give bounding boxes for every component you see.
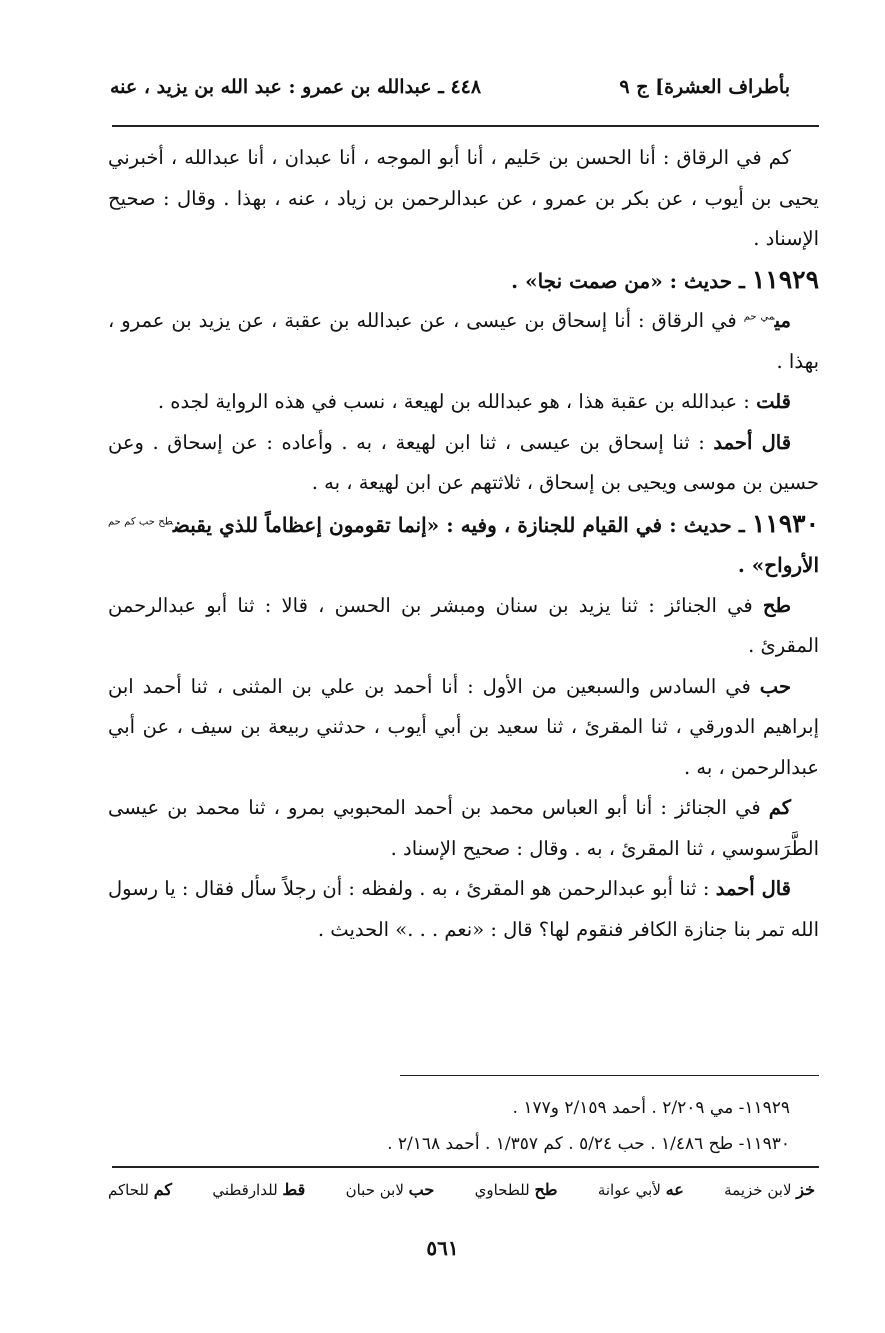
source-siglum: مي	[774, 309, 791, 332]
footnote: ١١٩٢٩- مي ٢/٢٠٩ . أحمد ٢/١٥٩ و١٧٧ .	[512, 1098, 790, 1118]
abbreviation-code: قط	[282, 1180, 306, 1199]
source-superscript: مي حم	[743, 311, 775, 323]
abbreviations-key	[108, 1180, 815, 1199]
source-siglum: حب	[759, 674, 791, 698]
abbreviation-name: لابن حبان	[345, 1181, 404, 1199]
paragraph-5	[108, 586, 819, 667]
abbreviation-name: لابن خزيمة	[724, 1181, 792, 1199]
running-head	[110, 76, 790, 98]
paragraph-6	[108, 667, 819, 789]
abbreviation-code: عه	[665, 1180, 684, 1199]
lead-word: قال أحمد	[715, 877, 791, 900]
hadith-number: ١١٩٢٩	[751, 264, 819, 294]
paragraph-text: : ثنا إسحاق بن عيسى ، ثنا ابن لهيعة ، به . وأعاده : عن إسحاق . وعن حسين بن موسى ويحيى بن إسحاق ، ثلاثتهم عن ابن لهيعة ، به .	[108, 430, 819, 494]
main-text	[108, 138, 819, 950]
footnote-rule	[400, 1075, 819, 1076]
header-rule	[112, 125, 819, 127]
paragraph-text: في الرقاق : أنا إسحاق بن عيسى ، عن عبدالله بن عقبة ، عن يزيد بن عمرو ، بهذا .	[108, 309, 819, 373]
paragraph-8	[108, 869, 819, 950]
abbreviation-name: للدارقطني	[212, 1181, 278, 1199]
abbreviation-item	[724, 1180, 815, 1199]
abbreviation-name: لأبي عوانة	[597, 1181, 661, 1199]
paragraph-7	[108, 788, 819, 869]
book-title: بأطراف العشرة] ج ٩	[619, 76, 790, 98]
paragraph-text: في الجنائز : أنا أبو العباس محمد بن أحمد المحبوبي بمرو ، ثنا محمد بن عيسى الطَّرَسوسي ، ثنا المقرئ ، به . وقال : صحيح الإسناد .	[108, 796, 819, 860]
hadith-text: ـ حديث : في القيام للجنازة ، وفيه : «إنما تقومون إعظاماً للذي يقبض	[172, 512, 752, 537]
hadith-text: ـ حديث : «من صمت نجا» .	[511, 268, 752, 293]
abbreviation-item	[475, 1180, 558, 1199]
paragraph-1: كم في الرقاق : أنا الحسن بن حَليم ، أنا أبو الموجه ، أنا عبدان ، أنا عبدالله ، أخبرني يحيى بن أيوب ، عن بكر بن عمرو ، عن عبدالرحمن بن زياد ، عنه ، بهذا . وقال : صحيح الإسناد .	[108, 146, 819, 250]
paragraph-4	[108, 423, 819, 504]
abbreviation-item	[598, 1180, 684, 1199]
abbreviation-code: طح	[534, 1180, 558, 1199]
footnote: ١١٩٣٠- طح ١/٤٨٦ . حب ٥/٢٤ . كم ١/٣٥٧ . أحمد ٢/١٦٨ .	[387, 1134, 790, 1154]
source-siglum: طح	[762, 593, 791, 617]
hadith-text-tail: الأرواح» .	[737, 553, 819, 577]
abbreviation-name: للطحاوي	[474, 1181, 530, 1199]
abbreviation-item	[346, 1180, 435, 1199]
abbreviation-item	[212, 1180, 305, 1199]
abbreviation-code: خز	[796, 1180, 815, 1199]
paragraph-text: : عبدالله بن عقبة هذا ، هو عبدالله بن لهيعة ، نسب في هذه الرواية لجده .	[157, 390, 757, 413]
hadith-number: ١١٩٣٠	[751, 508, 819, 538]
abbreviation-code: كم	[153, 1180, 172, 1199]
abbreviation-name: للحاكم	[108, 1181, 149, 1199]
hadith-11929-heading	[108, 260, 819, 302]
paragraph-2	[108, 301, 819, 382]
lead-word: قلت	[756, 390, 791, 413]
footnotes	[200, 1090, 790, 1162]
abbreviation-code: حب	[408, 1180, 435, 1199]
paragraph-text: : ثنا أبو عبدالرحمن هو المقرئ ، به . ولفظه : أن رجلاً سأل فقال : يا رسول الله تمر بنا جنازة الكافر فنقوم لها؟ قال : «نعم . . .» الحديث .	[108, 877, 819, 941]
hadith-11930-heading	[108, 504, 819, 586]
running-title: ٤٤٨ ـ عبدالله بن عمرو : عبد الله بن يزيد ، عنه	[110, 76, 482, 98]
paragraph-text: في الجنائز : ثنا يزيد بن سنان ومبشر بن الحسن ، قالا : ثنا أبو عبدالرحمن المقرئ .	[108, 593, 819, 657]
abbreviation-item	[108, 1180, 172, 1199]
lead-word: قال أحمد	[713, 430, 792, 454]
abbreviations-rule	[112, 1166, 819, 1168]
paragraph-text: في السادس والسبعين من الأول : أنا أحمد بن علي بن المثنى ، ثنا أحمد ابن إبراهيم الدورقي ، ثنا المقرئ ، ثنا سعيد بن أبي أيوب ، حدثني ربيعة بن سيف ، عن أبي عبدالرحمن ، به .	[108, 674, 819, 779]
source-superscript: طح حب كم حم	[108, 515, 173, 527]
page-number: ٥٦١	[426, 1236, 459, 1260]
paragraph-3	[108, 382, 819, 423]
source-siglum: كم	[768, 796, 791, 819]
